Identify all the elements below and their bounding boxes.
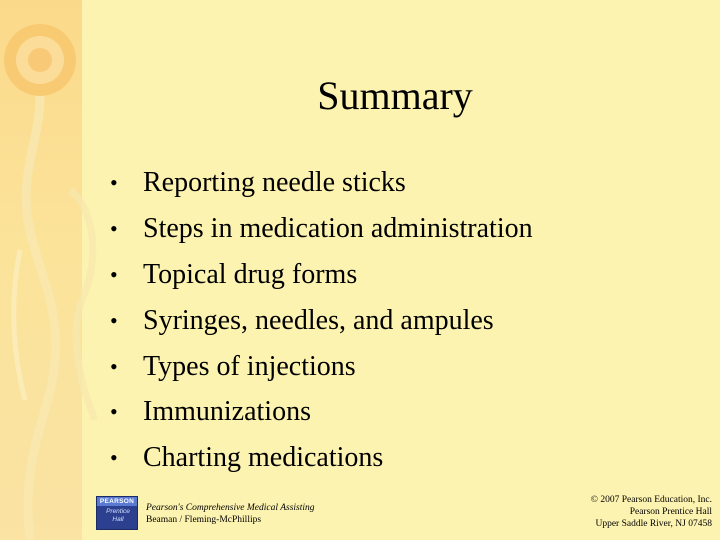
copyright-line: Pearson Prentice Hall [629, 507, 712, 517]
logo-subtitle: Prentice Hall [106, 508, 130, 523]
bullet-text: Charting medications [143, 442, 384, 474]
copyright-line: Upper Saddle River, NJ 07458 [595, 519, 712, 529]
bullet-text: Topical drug forms [143, 258, 358, 290]
stethoscope-graphic [0, 0, 110, 540]
bullet-dot: • [110, 445, 118, 471]
list-item [110, 344, 670, 390]
bullet-dot: • [110, 261, 118, 287]
pearson-prentice-hall-logo [96, 496, 138, 530]
bullet-text: Immunizations [143, 396, 311, 428]
book-authors: Beaman / Fleming-McPhillips [146, 515, 262, 525]
bullet-dot: • [110, 399, 118, 425]
copyright-line: © 2007 Pearson Education, Inc. [590, 495, 712, 505]
list-item [110, 252, 670, 298]
bullet-dot: • [110, 353, 118, 379]
list-item [110, 206, 670, 252]
slide-title: Summary [317, 73, 473, 118]
bullet-dot: • [110, 215, 118, 241]
list-item [110, 435, 670, 481]
bullet-text: Types of injections [143, 350, 356, 382]
copyright-notice [591, 494, 712, 530]
bullet-text: Reporting needle sticks [143, 167, 406, 198]
bullet-text: Syringes, needles, and ampules [143, 304, 494, 336]
list-item [110, 389, 670, 435]
logo-name: PEARSON [97, 497, 137, 506]
bullet-list [110, 160, 670, 481]
list-item [110, 160, 670, 206]
bullet-dot: • [110, 170, 118, 195]
book-credit [146, 502, 315, 526]
bullet-dot: • [110, 307, 118, 333]
book-title: Pearson's Comprehensive Medical Assisting [146, 503, 315, 513]
bullet-text: Steps in medication administration [143, 212, 533, 244]
list-item [110, 298, 670, 344]
